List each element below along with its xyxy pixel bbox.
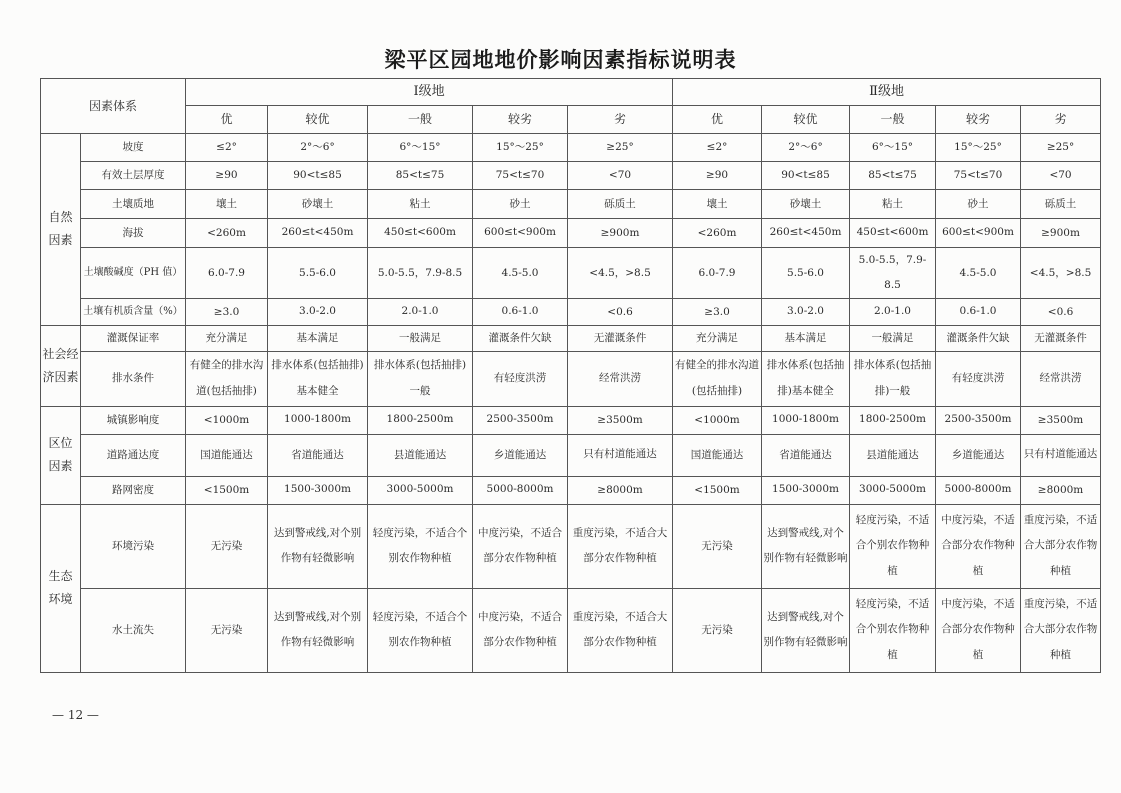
grade1-value-cell: 县道能通达	[368, 434, 473, 476]
grade2-value-cell: 有轻度洪涝	[936, 351, 1021, 406]
level-header: 一般	[850, 106, 936, 134]
factor-name-cell: 城镇影响度	[81, 406, 186, 434]
grade2-value-cell: 充分满足	[673, 325, 762, 351]
grade1-value-cell: <4.5，>8.5	[568, 248, 673, 299]
grade1-value-cell: 85<t≤75	[368, 162, 473, 190]
page-number: — 12 —	[52, 708, 99, 722]
category-name-line: 自然	[48, 210, 73, 225]
grade1-value-cell: 轻度污染，不适合个别农作物种植	[368, 504, 473, 588]
factor-name-cell: 有效土层厚度	[81, 162, 186, 190]
grade1-value-cell: 3000-5000m	[368, 476, 473, 504]
grade2-header: Ⅱ级地	[673, 79, 1101, 106]
grade1-value-cell: 排水体系(包括抽排)一般	[368, 351, 473, 406]
level-header: 劣	[1021, 106, 1101, 134]
category-name-line: 区位	[48, 436, 73, 451]
category-cell	[41, 134, 81, 326]
grade2-value-cell: 乡道能通达	[936, 434, 1021, 476]
grade2-value-cell: 只有村道能通达	[1021, 434, 1101, 476]
grade2-value-cell: 2.0-1.0	[850, 299, 936, 325]
grade1-value-cell: 无灌溉条件	[568, 325, 673, 351]
grade2-value-cell: 砂壤土	[762, 190, 850, 219]
grade2-value-cell: <4.5，>8.5	[1021, 248, 1101, 299]
level-header: 较优	[268, 106, 368, 134]
grade2-value-cell: 5.5-6.0	[762, 248, 850, 299]
grade2-value-cell: 1800-2500m	[850, 406, 936, 434]
grade1-value-cell: 5.0-5.5，7.9-8.5	[368, 248, 473, 299]
grade1-value-cell: <70	[568, 162, 673, 190]
grade1-value-cell: 充分满足	[186, 325, 268, 351]
factor-name-cell: 道路通达度	[81, 434, 186, 476]
grade1-value-cell: 国道能通达	[186, 434, 268, 476]
grade1-value-cell: 75<t≤70	[473, 162, 568, 190]
grade1-value-cell: 260≤t<450m	[268, 219, 368, 248]
grade2-value-cell: 粘土	[850, 190, 936, 219]
grade2-value-cell: ≥90	[673, 162, 762, 190]
grade2-value-cell: 260≤t<450m	[762, 219, 850, 248]
factor-name-cell: 环境污染	[81, 504, 186, 588]
grade1-value-cell: 中度污染，不适合部分农作物种植	[473, 588, 568, 672]
grade1-value-cell: ≥90	[186, 162, 268, 190]
grade1-value-cell: 450≤t<600m	[368, 219, 473, 248]
grade2-value-cell: ≥3.0	[673, 299, 762, 325]
grade1-value-cell: 2.0-1.0	[368, 299, 473, 325]
grade2-value-cell: <260m	[673, 219, 762, 248]
factor-name-cell: 水土流失	[81, 588, 186, 672]
grade1-value-cell: 省道能通达	[268, 434, 368, 476]
grade2-value-cell: 省道能通达	[762, 434, 850, 476]
grade1-value-cell: 90<t≤85	[268, 162, 368, 190]
grade2-value-cell: 4.5-5.0	[936, 248, 1021, 299]
table-row	[41, 325, 1101, 351]
grade1-value-cell: ≥3.0	[186, 299, 268, 325]
grade2-value-cell: 排水体系(包括抽排)基本健全	[762, 351, 850, 406]
grade1-value-cell: ≥25°	[568, 134, 673, 162]
grade1-value-cell: 粘土	[368, 190, 473, 219]
grade1-value-cell: 2°～6°	[268, 134, 368, 162]
grade1-value-cell: 1000-1800m	[268, 406, 368, 434]
grade2-value-cell: ≥25°	[1021, 134, 1101, 162]
grade1-value-cell: <1500m	[186, 476, 268, 504]
grade1-value-cell: ≥3500m	[568, 406, 673, 434]
category-cell	[41, 504, 81, 672]
grade1-value-cell: 5000-8000m	[473, 476, 568, 504]
grade2-value-cell: 无污染	[673, 504, 762, 588]
grade1-value-cell: 只有村道能通达	[568, 434, 673, 476]
grade2-value-cell: ≥3500m	[1021, 406, 1101, 434]
grade2-value-cell: 重度污染，不适合大部分农作物种植	[1021, 588, 1101, 672]
grade1-value-cell: <260m	[186, 219, 268, 248]
category-name-line: 社会经	[42, 346, 79, 361]
grade1-value-cell: 1500-3000m	[268, 476, 368, 504]
grade1-value-cell: 重度污染，不适合大部分农作物种植	[568, 504, 673, 588]
grade2-value-cell: 3.0-2.0	[762, 299, 850, 325]
grade2-value-cell: 450≤t<600m	[850, 219, 936, 248]
grade1-value-cell: 6°～15°	[368, 134, 473, 162]
level-header: 优	[186, 106, 268, 134]
grade1-value-cell: 乡道能通达	[473, 434, 568, 476]
table-row	[41, 134, 1101, 162]
grade1-value-cell: 砂土	[473, 190, 568, 219]
grade2-value-cell: 0.6-1.0	[936, 299, 1021, 325]
grade2-value-cell: 600≤t<900m	[936, 219, 1021, 248]
grade2-value-cell: 85<t≤75	[850, 162, 936, 190]
grade1-value-cell: 经常洪涝	[568, 351, 673, 406]
factor-name-cell: 排水条件	[81, 351, 186, 406]
table-row	[41, 406, 1101, 434]
grade2-value-cell: 达到警戒线,对个别作物有轻微影响	[762, 504, 850, 588]
grade1-value-cell: 灌溉条件欠缺	[473, 325, 568, 351]
grade1-value-cell: ≥900m	[568, 219, 673, 248]
grade2-value-cell: 基本满足	[762, 325, 850, 351]
grade1-value-cell: 壤土	[186, 190, 268, 219]
grade2-value-cell: 砂土	[936, 190, 1021, 219]
grade2-value-cell: ≥8000m	[1021, 476, 1101, 504]
grade1-value-cell: 600≤t<900m	[473, 219, 568, 248]
grade2-value-cell: 15°～25°	[936, 134, 1021, 162]
grade2-value-cell: 6°～15°	[850, 134, 936, 162]
grade2-value-cell: 壤土	[673, 190, 762, 219]
category-cell	[41, 325, 81, 406]
grade1-value-cell: 1800-2500m	[368, 406, 473, 434]
grade1-value-cell: 5.5-6.0	[268, 248, 368, 299]
grade1-value-cell: 砂壤土	[268, 190, 368, 219]
grade2-value-cell: 达到警戒线,对个别作物有轻微影响	[762, 588, 850, 672]
factor-name-cell: 土壤有机质含量（%）	[81, 299, 186, 325]
grade2-value-cell: 有健全的排水沟道(包括抽排)	[673, 351, 762, 406]
grade1-value-cell: 有健全的排水沟道(包括抽排)	[186, 351, 268, 406]
factor-name-cell: 海拔	[81, 219, 186, 248]
table-row	[41, 351, 1101, 406]
category-name-line: 环境	[48, 592, 73, 607]
grade1-value-cell: 中度污染，不适合部分农作物种植	[473, 504, 568, 588]
grade1-value-cell: 无污染	[186, 504, 268, 588]
grade2-value-cell: 一般满足	[850, 325, 936, 351]
grade2-value-cell: 5.0-5.5，7.9-8.5	[850, 248, 936, 299]
grade1-value-cell: ≤2°	[186, 134, 268, 162]
grade2-value-cell: 2°～6°	[762, 134, 850, 162]
grade2-value-cell: 6.0-7.9	[673, 248, 762, 299]
grade2-value-cell: 重度污染，不适合大部分农作物种植	[1021, 504, 1101, 588]
grade2-value-cell: <1500m	[673, 476, 762, 504]
grade2-value-cell: 90<t≤85	[762, 162, 850, 190]
category-name-line: 生态	[48, 569, 73, 584]
level-header: 较劣	[936, 106, 1021, 134]
grade1-value-cell: 4.5-5.0	[473, 248, 568, 299]
category-name-line: 济因素	[42, 369, 79, 384]
grade2-value-cell: 中度污染，不适合部分农作物种植	[936, 504, 1021, 588]
level-header: 一般	[368, 106, 473, 134]
grade2-value-cell: 轻度污染，不适合个别农作物种植	[850, 504, 936, 588]
grade1-value-cell: 15°～25°	[473, 134, 568, 162]
grade1-value-cell: 6.0-7.9	[186, 248, 268, 299]
table-row	[41, 162, 1101, 190]
level-header: 较劣	[473, 106, 568, 134]
table-row	[41, 588, 1101, 672]
grade2-value-cell: 砾质土	[1021, 190, 1101, 219]
grade2-value-cell: <1000m	[673, 406, 762, 434]
grade1-value-cell: 轻度污染，不适合个别农作物种植	[368, 588, 473, 672]
grade2-value-cell: 经常洪涝	[1021, 351, 1101, 406]
grade1-value-cell: 达到警戒线,对个别作物有轻微影响	[268, 588, 368, 672]
grade1-value-cell: ≥8000m	[568, 476, 673, 504]
grade2-value-cell: 3000-5000m	[850, 476, 936, 504]
grade2-value-cell: <0.6	[1021, 299, 1101, 325]
factor-name-cell: 土壤酸碱度（PH 值）	[81, 248, 186, 299]
grade2-value-cell: 2500-3500m	[936, 406, 1021, 434]
page-title: 梁平区园地地价影响因素指标说明表	[384, 47, 737, 72]
table-row	[41, 219, 1101, 248]
level-header: 劣	[568, 106, 673, 134]
grade1-header: Ⅰ级地	[186, 79, 673, 106]
grade1-value-cell: 达到警戒线,对个别作物有轻微影响	[268, 504, 368, 588]
factor-name-cell: 灌溉保证率	[81, 325, 186, 351]
factor-name-cell: 路网密度	[81, 476, 186, 504]
table-row	[41, 476, 1101, 504]
grade1-value-cell: <1000m	[186, 406, 268, 434]
grade2-value-cell: ≤2°	[673, 134, 762, 162]
grade2-value-cell: <70	[1021, 162, 1101, 190]
grade1-value-cell: 重度污染，不适合大部分农作物种植	[568, 588, 673, 672]
factor-system-header: 因素体系	[41, 79, 186, 134]
grade1-value-cell: 无污染	[186, 588, 268, 672]
grade1-value-cell: 0.6-1.0	[473, 299, 568, 325]
grade2-value-cell: 75<t≤70	[936, 162, 1021, 190]
grade2-value-cell: 县道能通达	[850, 434, 936, 476]
grade1-value-cell: 一般满足	[368, 325, 473, 351]
grade1-value-cell: 排水体系(包括抽排)基本健全	[268, 351, 368, 406]
table-row	[41, 299, 1101, 325]
factor-name-cell: 坡度	[81, 134, 186, 162]
grade2-value-cell: 1000-1800m	[762, 406, 850, 434]
grade2-value-cell: ≥900m	[1021, 219, 1101, 248]
table-row	[41, 434, 1101, 476]
category-name-line: 因素	[48, 233, 73, 248]
grade2-value-cell: 轻度污染，不适合个别农作物种植	[850, 588, 936, 672]
grade2-value-cell: 无污染	[673, 588, 762, 672]
level-header: 优	[673, 106, 762, 134]
grade1-value-cell: 3.0-2.0	[268, 299, 368, 325]
category-name-line: 因素	[48, 459, 73, 474]
grade2-value-cell: 无灌溉条件	[1021, 325, 1101, 351]
level-header: 较优	[762, 106, 850, 134]
grade2-value-cell: 灌溉条件欠缺	[936, 325, 1021, 351]
table-row	[41, 504, 1101, 588]
grade2-value-cell: 排水体系(包括抽排)一般	[850, 351, 936, 406]
grade1-value-cell: 基本满足	[268, 325, 368, 351]
table-row	[41, 248, 1101, 299]
factor-name-cell: 土壤质地	[81, 190, 186, 219]
table-row	[41, 190, 1101, 219]
grade2-value-cell: 国道能通达	[673, 434, 762, 476]
factor-indicator-table	[40, 78, 1101, 673]
grade1-value-cell: <0.6	[568, 299, 673, 325]
grade1-value-cell: 2500-3500m	[473, 406, 568, 434]
grade2-value-cell: 1500-3000m	[762, 476, 850, 504]
grade2-value-cell: 中度污染，不适合部分农作物种植	[936, 588, 1021, 672]
category-cell	[41, 406, 81, 504]
grade2-value-cell: 5000-8000m	[936, 476, 1021, 504]
grade1-value-cell: 砾质土	[568, 190, 673, 219]
grade1-value-cell: 有轻度洪涝	[473, 351, 568, 406]
